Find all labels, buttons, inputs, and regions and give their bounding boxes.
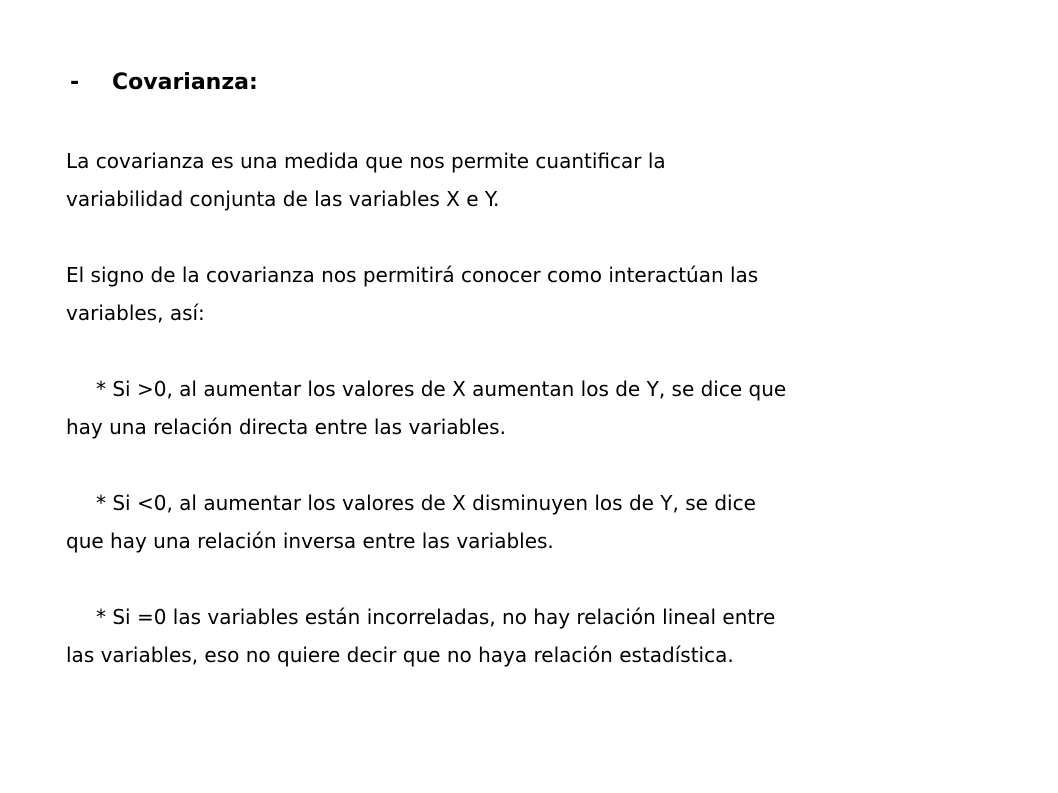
section-heading: [70, 70, 258, 95]
body-text: [66, 142, 946, 712]
paragraph-positive: [66, 370, 946, 446]
paragraph-line: hay una relación directa entre las variables.: [66, 415, 506, 439]
paragraph-definition: [66, 142, 946, 218]
paragraph-line: * Si <0, al aumentar los valores de X disminuyen los de Y, se dice: [96, 491, 756, 515]
paragraph-line: * Si >0, al aumentar los valores de X aumentan los de Y, se dice que: [96, 377, 787, 401]
paragraph-line: variabilidad conjunta de las variables X e Y.: [66, 187, 500, 211]
paragraph-line: La covarianza es una medida que nos permite cuantificar la: [66, 149, 666, 173]
heading-bullet: -: [70, 70, 80, 95]
paragraph-line: que hay una relación inversa entre las variables.: [66, 529, 554, 553]
paragraph-line: * Si =0 las variables están incorreladas, no hay relación lineal entre: [96, 605, 776, 629]
paragraph-sign: [66, 256, 946, 332]
paragraph-line: las variables, eso no quiere decir que no haya relación estadística.: [66, 643, 734, 667]
paragraph-zero: [66, 598, 946, 674]
paragraph-line: variables, así:: [66, 301, 205, 325]
heading-title: Covarianza:: [112, 70, 258, 95]
paragraph-negative: [66, 484, 946, 560]
paragraph-line: El signo de la covarianza nos permitirá conocer como interactúan las: [66, 263, 759, 287]
